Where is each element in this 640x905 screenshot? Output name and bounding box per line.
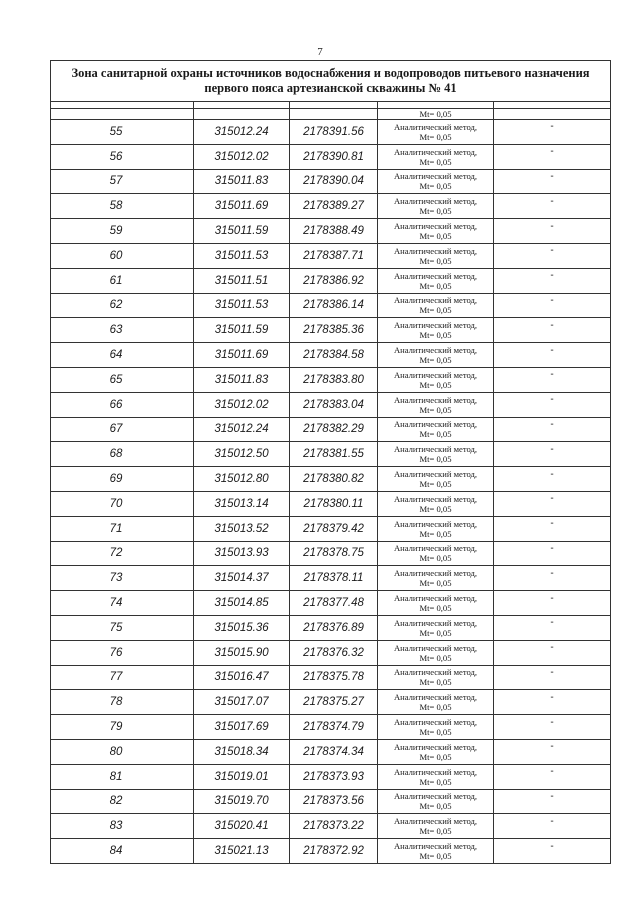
note-value: - bbox=[550, 790, 554, 802]
coord-x: 315011.53 bbox=[194, 293, 290, 318]
note-value: - bbox=[550, 567, 554, 579]
continued-row bbox=[51, 109, 611, 120]
table-row bbox=[51, 343, 611, 368]
note-value: - bbox=[550, 369, 554, 381]
note-cell bbox=[494, 417, 611, 442]
method-line-2: Mt= 0,05 bbox=[419, 553, 452, 564]
table-row bbox=[51, 169, 611, 194]
coord-x: 315018.34 bbox=[194, 739, 290, 764]
spacer-cell bbox=[290, 109, 378, 120]
table-row bbox=[51, 417, 611, 442]
method-line-1: Аналитический метод, bbox=[393, 295, 478, 306]
point-number: 82 bbox=[51, 789, 194, 814]
method-line-2: Mt= 0,05 bbox=[419, 851, 452, 861]
method-line-1: Аналитический метод, bbox=[393, 841, 478, 851]
coord-x: 315019.01 bbox=[194, 764, 290, 789]
point-number: 61 bbox=[51, 268, 194, 293]
method-line-1: Аналитический метод, bbox=[393, 419, 478, 430]
method-line-2: Mt= 0,05 bbox=[419, 404, 452, 415]
note-value: - bbox=[550, 270, 554, 282]
coord-x: 315013.14 bbox=[194, 491, 290, 516]
coord-x: 315014.37 bbox=[194, 566, 290, 591]
point-number: 66 bbox=[51, 392, 194, 417]
note-cell bbox=[494, 293, 611, 318]
point-number: 84 bbox=[51, 839, 194, 864]
note-cell bbox=[494, 442, 611, 467]
note-cell bbox=[494, 268, 611, 293]
method-cell bbox=[378, 715, 494, 740]
method-line-2: Mt= 0,05 bbox=[419, 727, 452, 738]
note-cell bbox=[494, 690, 611, 715]
method-cell bbox=[378, 169, 494, 194]
method-line-1: Аналитический метод, bbox=[393, 593, 478, 604]
coord-x: 315021.13 bbox=[194, 839, 290, 864]
table-row bbox=[51, 739, 611, 764]
title-line-1: Зона санитарной охраны источников водоснабжения и водопроводов питьевого назначения bbox=[71, 66, 590, 80]
coord-x: 315011.69 bbox=[194, 343, 290, 368]
method-line-2: Mt= 0,05 bbox=[419, 627, 452, 638]
point-number: 63 bbox=[51, 318, 194, 343]
table-row bbox=[51, 690, 611, 715]
coord-y: 2178383.04 bbox=[290, 392, 378, 417]
method-cell bbox=[378, 739, 494, 764]
table-row bbox=[51, 318, 611, 343]
coord-x: 315011.59 bbox=[194, 318, 290, 343]
table-row bbox=[51, 764, 611, 789]
coord-y: 2178391.56 bbox=[290, 120, 378, 145]
coord-y: 2178390.81 bbox=[290, 144, 378, 169]
note-value: - bbox=[550, 220, 554, 232]
title-row bbox=[51, 61, 611, 102]
point-number: 62 bbox=[51, 293, 194, 318]
note-value: - bbox=[550, 518, 554, 530]
method-cell bbox=[378, 764, 494, 789]
method-line-1: Аналитический метод, bbox=[393, 369, 478, 380]
method-line-2: Mt= 0,05 bbox=[419, 156, 452, 167]
method-line-1: Аналитический метод, bbox=[393, 741, 478, 752]
method-line-2: Mt= 0,05 bbox=[419, 379, 452, 390]
coord-x: 315011.83 bbox=[194, 169, 290, 194]
note-value: - bbox=[550, 170, 554, 182]
coord-y: 2178386.92 bbox=[290, 268, 378, 293]
method-cell bbox=[378, 120, 494, 145]
spacer-cell bbox=[494, 102, 611, 109]
method-line-2: Mt= 0,05 bbox=[419, 255, 452, 266]
note-value: - bbox=[550, 245, 554, 257]
header-spacer-row bbox=[51, 102, 611, 109]
note-cell bbox=[494, 541, 611, 566]
method-cell bbox=[378, 417, 494, 442]
note-value: - bbox=[550, 542, 554, 554]
point-number: 79 bbox=[51, 715, 194, 740]
page-number: 7 bbox=[317, 46, 323, 58]
method-cell bbox=[378, 392, 494, 417]
table-row bbox=[51, 814, 611, 839]
table-row bbox=[51, 194, 611, 219]
coord-x: 315020.41 bbox=[194, 814, 290, 839]
method-line-1: Аналитический метод, bbox=[393, 394, 478, 405]
table-row bbox=[51, 367, 611, 392]
method-line-2: Mt= 0,05 bbox=[419, 131, 452, 142]
method-line-1: Аналитический метод, bbox=[393, 568, 478, 579]
point-number: 76 bbox=[51, 640, 194, 665]
method-line-2: Mt= 0,05 bbox=[419, 603, 452, 614]
table-row bbox=[51, 392, 611, 417]
point-number: 73 bbox=[51, 566, 194, 591]
coord-y: 2178382.29 bbox=[290, 417, 378, 442]
method-line-2: Mt= 0,05 bbox=[419, 801, 452, 812]
method-line-1: Аналитический метод, bbox=[393, 345, 478, 356]
note-value: - bbox=[550, 493, 554, 505]
point-number: 60 bbox=[51, 243, 194, 268]
coord-y: 2178379.42 bbox=[290, 516, 378, 541]
coord-y: 2178374.79 bbox=[290, 715, 378, 740]
table-row bbox=[51, 640, 611, 665]
point-number: 81 bbox=[51, 764, 194, 789]
coord-y: 2178380.82 bbox=[290, 467, 378, 492]
method-cell bbox=[378, 243, 494, 268]
point-number: 80 bbox=[51, 739, 194, 764]
coord-x: 315011.83 bbox=[194, 367, 290, 392]
coord-y: 2178384.58 bbox=[290, 343, 378, 368]
coord-y: 2178373.93 bbox=[290, 764, 378, 789]
coord-y: 2178376.32 bbox=[290, 640, 378, 665]
method-line-2: Mt= 0,05 bbox=[419, 578, 452, 589]
note-value: - bbox=[550, 319, 554, 331]
note-cell bbox=[494, 814, 611, 839]
method-cell bbox=[378, 268, 494, 293]
point-number: 83 bbox=[51, 814, 194, 839]
point-number: 57 bbox=[51, 169, 194, 194]
note-value: - bbox=[550, 642, 554, 654]
method-line-2: Mt= 0,05 bbox=[419, 751, 452, 762]
note-cell bbox=[494, 764, 611, 789]
spacer-cell bbox=[51, 102, 194, 109]
method-cell bbox=[378, 690, 494, 715]
spacer-cell bbox=[51, 109, 194, 120]
table-row bbox=[51, 442, 611, 467]
coord-y: 2178386.14 bbox=[290, 293, 378, 318]
note-value: - bbox=[550, 443, 554, 455]
method-line-1: Аналитический метод, bbox=[393, 816, 478, 827]
point-number: 55 bbox=[51, 120, 194, 145]
coord-y: 2178373.56 bbox=[290, 789, 378, 814]
spacer-cell bbox=[290, 102, 378, 109]
coord-x: 315016.47 bbox=[194, 665, 290, 690]
coord-x: 315012.02 bbox=[194, 144, 290, 169]
method-line-2: Mt= 0,05 bbox=[419, 826, 452, 837]
coord-x: 315017.69 bbox=[194, 715, 290, 740]
point-number: 67 bbox=[51, 417, 194, 442]
method-line-1: Аналитический метод, bbox=[393, 617, 478, 628]
coord-x: 315017.07 bbox=[194, 690, 290, 715]
method-line-1: Аналитический метод, bbox=[393, 245, 478, 256]
coord-y: 2178372.92 bbox=[290, 839, 378, 864]
method-cell bbox=[378, 467, 494, 492]
note-cell bbox=[494, 219, 611, 244]
method-line-2: Mt= 0,05 bbox=[419, 355, 452, 366]
coord-y: 2178378.75 bbox=[290, 541, 378, 566]
table-row bbox=[51, 591, 611, 616]
method-line-2: Mt= 0,05 bbox=[419, 429, 452, 440]
method-line-2: Mt= 0,05 bbox=[419, 280, 452, 291]
table-row bbox=[51, 566, 611, 591]
method-line-1: Аналитический метод, bbox=[393, 171, 478, 182]
method-line-1: Аналитический метод, bbox=[393, 667, 478, 678]
title-line-2: первого пояса артезианской скважины № 41 bbox=[204, 81, 457, 95]
note-value: - bbox=[550, 468, 554, 480]
method-line-2: Mt= 0,05 bbox=[419, 181, 452, 192]
spacer-cell bbox=[378, 102, 494, 109]
note-value: - bbox=[550, 691, 554, 703]
coord-y: 2178375.27 bbox=[290, 690, 378, 715]
table-row bbox=[51, 120, 611, 145]
method-cell bbox=[378, 219, 494, 244]
note-cell bbox=[494, 467, 611, 492]
coord-x: 315015.90 bbox=[194, 640, 290, 665]
note-cell bbox=[494, 367, 611, 392]
note-value: - bbox=[550, 195, 554, 207]
table-row bbox=[51, 541, 611, 566]
spacer-cell bbox=[494, 109, 611, 120]
note-value: - bbox=[550, 344, 554, 356]
note-cell bbox=[494, 739, 611, 764]
method-line-2: Mt= 0,05 bbox=[419, 503, 452, 514]
coord-x: 315014.85 bbox=[194, 591, 290, 616]
table-row bbox=[51, 789, 611, 814]
method-cell bbox=[378, 491, 494, 516]
table-row bbox=[51, 219, 611, 244]
coordinates-table bbox=[50, 60, 611, 864]
method-line-1: Аналитический метод, bbox=[393, 320, 478, 331]
method-cell bbox=[378, 343, 494, 368]
table-row bbox=[51, 491, 611, 516]
coord-x: 315013.93 bbox=[194, 541, 290, 566]
note-cell bbox=[494, 591, 611, 616]
note-value: - bbox=[550, 716, 554, 728]
coord-x: 315011.69 bbox=[194, 194, 290, 219]
coord-y: 2178380.11 bbox=[290, 491, 378, 516]
spacer-cell bbox=[194, 109, 290, 120]
method-cell bbox=[378, 640, 494, 665]
method-line-1: Аналитический метод, bbox=[393, 469, 478, 480]
note-value: - bbox=[550, 617, 554, 629]
coord-y: 2178387.71 bbox=[290, 243, 378, 268]
table-row bbox=[51, 467, 611, 492]
coord-y: 2178376.89 bbox=[290, 615, 378, 640]
method-line-1: Аналитический метод, bbox=[393, 766, 478, 777]
table-row bbox=[51, 665, 611, 690]
method-line-2: Mt= 0,05 bbox=[419, 305, 452, 316]
method-cell bbox=[378, 318, 494, 343]
coord-x: 315015.36 bbox=[194, 615, 290, 640]
note-value: - bbox=[550, 121, 554, 133]
point-number: 71 bbox=[51, 516, 194, 541]
method-line-2: Mt= 0,05 bbox=[419, 231, 452, 242]
note-cell bbox=[494, 392, 611, 417]
method-cell bbox=[378, 541, 494, 566]
method-cell bbox=[378, 442, 494, 467]
point-number: 74 bbox=[51, 591, 194, 616]
method-cell bbox=[378, 615, 494, 640]
coord-y: 2178385.36 bbox=[290, 318, 378, 343]
method-line-2: Mt= 0,05 bbox=[419, 528, 452, 539]
method-line-1: Аналитический метод, bbox=[393, 146, 478, 157]
coord-y: 2178389.27 bbox=[290, 194, 378, 219]
coord-x: 315012.80 bbox=[194, 467, 290, 492]
note-cell bbox=[494, 169, 611, 194]
method-line-1: Аналитический метод, bbox=[393, 493, 478, 504]
note-value: - bbox=[550, 592, 554, 604]
point-number: 59 bbox=[51, 219, 194, 244]
point-number: 58 bbox=[51, 194, 194, 219]
note-value: - bbox=[550, 294, 554, 306]
note-cell bbox=[494, 839, 611, 864]
note-value: - bbox=[550, 741, 554, 753]
note-value: - bbox=[550, 840, 554, 852]
method-line-1: Аналитический метод, bbox=[393, 791, 478, 802]
method-line-1: Аналитический метод, bbox=[393, 444, 478, 455]
method-line-1: Аналитический метод, bbox=[393, 270, 478, 281]
note-value: - bbox=[550, 766, 554, 778]
method-line-2: Mt= 0,05 bbox=[419, 330, 452, 341]
coord-y: 2178373.22 bbox=[290, 814, 378, 839]
method-cell bbox=[378, 566, 494, 591]
coord-y: 2178377.48 bbox=[290, 591, 378, 616]
note-cell bbox=[494, 566, 611, 591]
method-line-2: Mt= 0,05 bbox=[419, 479, 452, 490]
method-line-1: Аналитический метод, bbox=[393, 692, 478, 703]
method-line-1: Аналитический метод, bbox=[393, 196, 478, 207]
method-line-2: Mt= 0,05 bbox=[419, 206, 452, 217]
method-cell bbox=[378, 665, 494, 690]
coord-x: 315011.53 bbox=[194, 243, 290, 268]
note-value: - bbox=[550, 394, 554, 406]
method-cell bbox=[378, 367, 494, 392]
method-cell bbox=[378, 591, 494, 616]
point-number: 69 bbox=[51, 467, 194, 492]
point-number: 70 bbox=[51, 491, 194, 516]
note-value: - bbox=[550, 666, 554, 678]
method-line-1: Аналитический метод, bbox=[393, 518, 478, 529]
method-cell bbox=[378, 293, 494, 318]
method-line-2: Mt= 0,05 bbox=[419, 454, 452, 465]
method-line-1: Аналитический метод, bbox=[393, 543, 478, 554]
method-line-1: Аналитический метод, bbox=[393, 121, 478, 132]
method-cell bbox=[378, 789, 494, 814]
continued-method-note: Mt= 0,05 bbox=[419, 109, 452, 119]
method-line-2: Mt= 0,05 bbox=[419, 652, 452, 663]
table-title bbox=[51, 61, 611, 102]
point-number: 78 bbox=[51, 690, 194, 715]
coord-y: 2178383.80 bbox=[290, 367, 378, 392]
coord-y: 2178390.04 bbox=[290, 169, 378, 194]
note-cell bbox=[494, 491, 611, 516]
point-number: 65 bbox=[51, 367, 194, 392]
note-cell bbox=[494, 789, 611, 814]
coord-x: 315012.50 bbox=[194, 442, 290, 467]
method-line-2: Mt= 0,05 bbox=[419, 677, 452, 688]
table-row bbox=[51, 839, 611, 864]
note-cell bbox=[494, 516, 611, 541]
note-cell bbox=[494, 243, 611, 268]
method-line-1: Аналитический метод, bbox=[393, 717, 478, 728]
table-row bbox=[51, 615, 611, 640]
method-cell bbox=[378, 194, 494, 219]
note-cell bbox=[494, 144, 611, 169]
table-row bbox=[51, 715, 611, 740]
table-row bbox=[51, 144, 611, 169]
note-cell bbox=[494, 615, 611, 640]
table-row bbox=[51, 293, 611, 318]
point-number: 77 bbox=[51, 665, 194, 690]
table-row bbox=[51, 268, 611, 293]
method-line-1: Аналитический метод, bbox=[393, 221, 478, 232]
coord-x: 315019.70 bbox=[194, 789, 290, 814]
point-number: 56 bbox=[51, 144, 194, 169]
note-cell bbox=[494, 194, 611, 219]
method-line-1: Аналитический метод, bbox=[393, 642, 478, 653]
coord-y: 2178388.49 bbox=[290, 219, 378, 244]
method-cell bbox=[378, 839, 494, 864]
note-cell bbox=[494, 640, 611, 665]
point-number: 68 bbox=[51, 442, 194, 467]
note-cell bbox=[494, 343, 611, 368]
point-number: 72 bbox=[51, 541, 194, 566]
continued-method-cell bbox=[378, 109, 494, 120]
coord-x: 315011.51 bbox=[194, 268, 290, 293]
table-row bbox=[51, 516, 611, 541]
coord-y: 2178378.11 bbox=[290, 566, 378, 591]
coord-x: 315012.24 bbox=[194, 417, 290, 442]
coord-x: 315012.02 bbox=[194, 392, 290, 417]
point-number: 75 bbox=[51, 615, 194, 640]
note-value: - bbox=[550, 418, 554, 430]
note-cell bbox=[494, 120, 611, 145]
method-line-2: Mt= 0,05 bbox=[419, 702, 452, 713]
coord-y: 2178381.55 bbox=[290, 442, 378, 467]
note-cell bbox=[494, 665, 611, 690]
method-cell bbox=[378, 516, 494, 541]
coord-y: 2178374.34 bbox=[290, 739, 378, 764]
point-number: 64 bbox=[51, 343, 194, 368]
method-cell bbox=[378, 814, 494, 839]
coord-x: 315011.59 bbox=[194, 219, 290, 244]
note-cell bbox=[494, 715, 611, 740]
spacer-cell bbox=[194, 102, 290, 109]
coord-x: 315012.24 bbox=[194, 120, 290, 145]
method-cell bbox=[378, 144, 494, 169]
method-line-2: Mt= 0,05 bbox=[419, 776, 452, 787]
note-value: - bbox=[550, 815, 554, 827]
coord-x: 315013.52 bbox=[194, 516, 290, 541]
note-value: - bbox=[550, 146, 554, 158]
note-cell bbox=[494, 318, 611, 343]
table-row bbox=[51, 243, 611, 268]
coord-y: 2178375.78 bbox=[290, 665, 378, 690]
